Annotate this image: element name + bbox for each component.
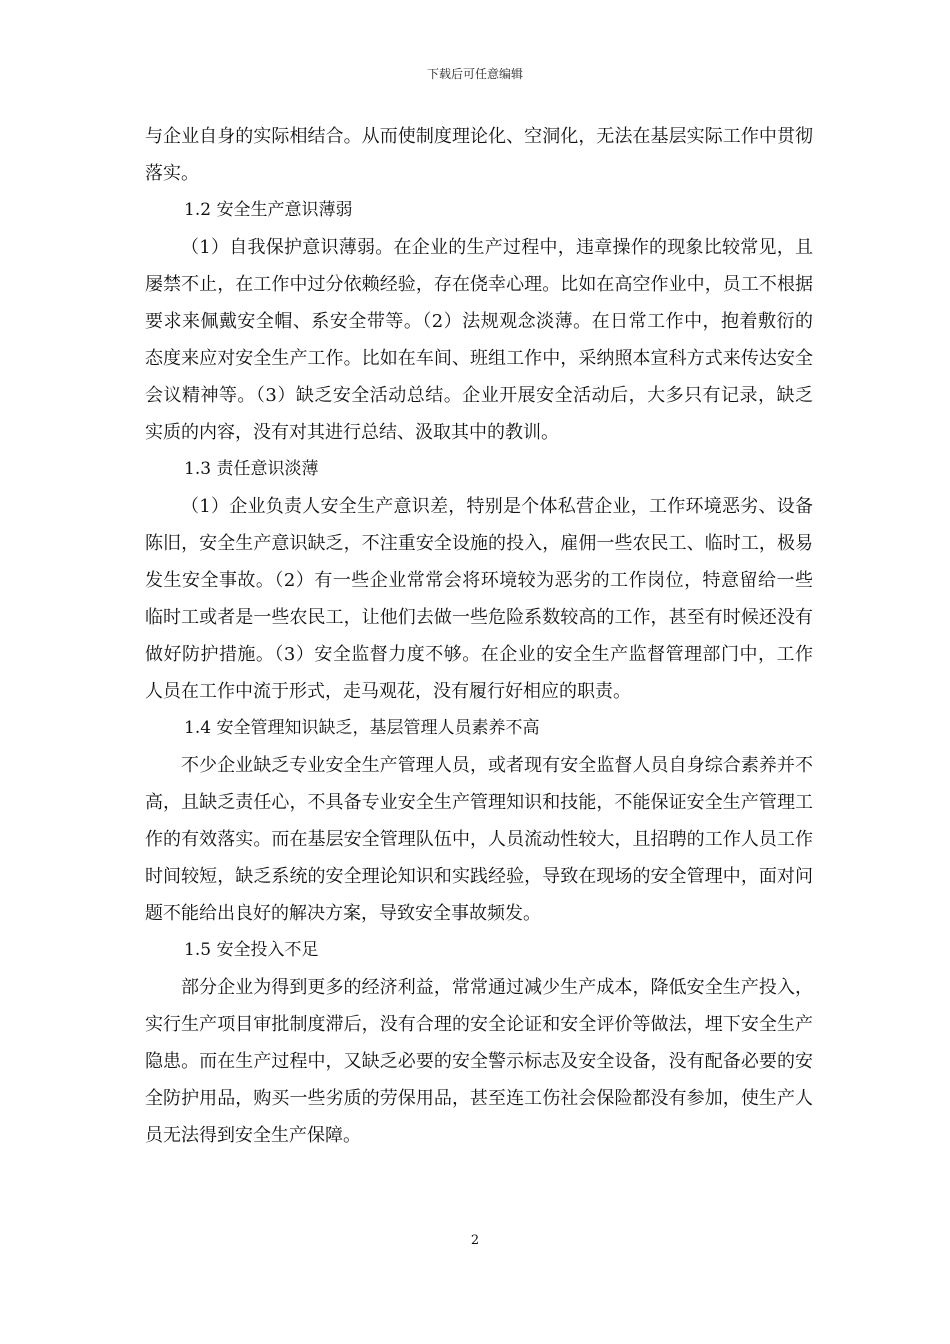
- section-heading-1-4: 1.4 安全管理知识缺乏，基层管理人员素养不高: [184, 718, 540, 738]
- section-heading-1-2: 1.2 安全生产意识薄弱: [184, 200, 353, 220]
- page-header: 下载后可任意编辑: [426, 67, 523, 81]
- paragraph-1-2: （1）自我保护意识薄弱。在企业的生产过程中，违章操作的现象比较常见，且屡禁不止，在工作中过分依赖经验，存在侥幸心理。比如在高空作业中，员工不根据要求来佩戴安全帽、系安全带等。（2）法规观念淡薄。在日常工作中，抱着敷衍的态度来应对安全生产工作。比如在车间、班组工作中，采纳照本宣科方式来传达安全会议精神等。（3）缺乏安全活动总结。企业开展安全活动后，大多只有记录，缺乏实质的内容，没有对其进行总结、汲取其中的教训。: [145, 237, 813, 443]
- paragraph-1-3: （1）企业负责人安全生产意识差，特别是个体私营企业，工作环境恶劣、设备陈旧，安全生产意识缺乏，不注重安全设施的投入，雇佣一些农民工、临时工，极易发生安全事故。（2）有一些企业常常会将环境较为恶劣的工作岗位，特意留给一些临时工或者是一些农民工，让他们去做一些危险系数较高的工作，甚至有时候还没有做好防护措施。（3）安全监督力度不够。在企业的安全生产监督管理部门中，工作人员在工作中流于形式，走马观花，没有履行好相应的职责。: [145, 496, 813, 702]
- paragraph-1-5: 部分企业为得到更多的经济利益，常常通过减少生产成本，降低安全生产投入，实行生产项目审批制度滞后，没有合理的安全论证和安全评价等做法，埋下安全生产隐患。而在生产过程中，又缺乏必要的安全警示标志及安全设备，没有配备必要的安全防护用品，购买一些劣质的劳保用品，甚至连工伤社会保险都没有参加，使生产人员无法得到安全生产保障。: [145, 977, 813, 1146]
- section-heading-1-5: 1.5 安全投入不足: [184, 940, 319, 960]
- paragraph-1-4: 不少企业缺乏专业安全生产管理人员，或者现有安全监督人员自身综合素养并不高，且缺乏责任心，不具备专业安全生产管理知识和技能，不能保证安全生产管理工作的有效落实。而在基层安全管理队伍中，人员流动性较大，且招聘的工作人员工作时间较短，缺乏系统的安全理论知识和实践经验，导致在现场的安全管理中，面对问题不能给出良好的解决方案，导致安全事故频发。: [145, 755, 813, 924]
- document-body: [145, 118, 813, 1154]
- section-heading-1-3: 1.3 责任意识淡薄: [184, 459, 319, 479]
- page-number: 2: [470, 1233, 480, 1248]
- continued-paragraph: 与企业自身的实际相结合。从而使制度理论化、空洞化，无法在基层实际工作中贯彻落实。: [145, 126, 813, 184]
